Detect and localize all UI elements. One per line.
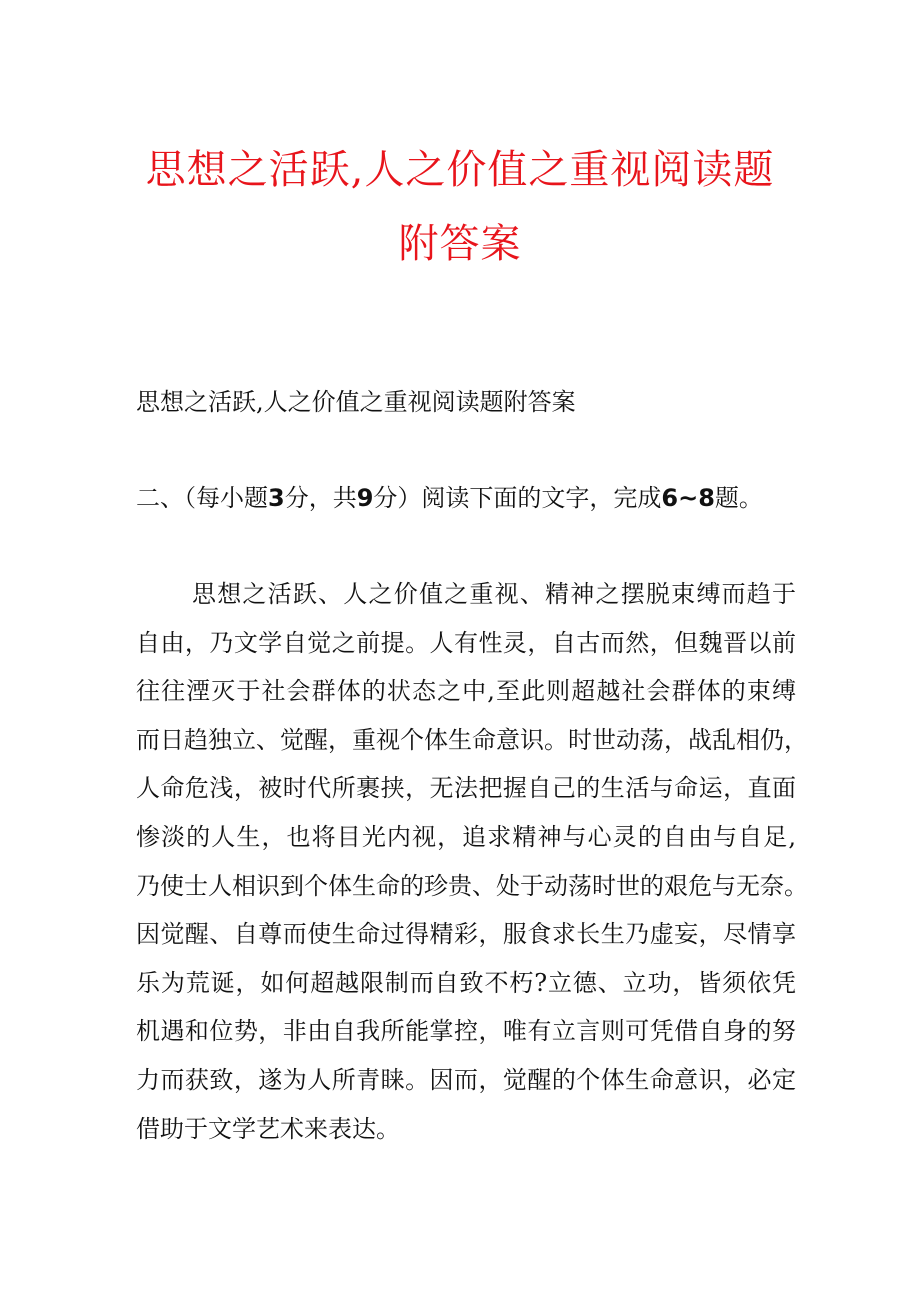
document-title-line-1: 思想之活跃,人之价值之重视阅读题 <box>145 147 775 193</box>
passage-line: 而日趋独立、觉醒，重视个体生命意识。时世动荡，战乱相仍， <box>136 725 808 754</box>
passage-line: 借助于文学艺术来表达。 <box>136 1114 400 1143</box>
reading-passage <box>136 570 808 1153</box>
instruction-points-each: 3 <box>268 484 285 512</box>
instruction-text-4: 题。 <box>714 484 763 512</box>
instruction-text-2: 分，共 <box>284 484 357 512</box>
passage-line: 惨淡的人生，也将目光内视，追求精神与心灵的自由与自足, <box>136 822 796 851</box>
passage-line: 往往湮灭于社会群体的状态之中,至此则超越社会群体的束缚 <box>136 677 796 706</box>
document-title-line-2: 附答案 <box>398 221 522 267</box>
passage-line: 因觉醒、自尊而使生命过得精彩，服食求长生乃虚妄，尽情享 <box>136 920 796 949</box>
passage-line: 自由，乃文学自觉之前提。人有性灵，自古而然，但魏晋以前 <box>136 628 796 657</box>
passage-line: 乐为荒诞，如何超越限制而自致不朽?立德、立功，皆须依凭 <box>136 968 796 997</box>
document-subtitle: 思想之活跃,人之价值之重视阅读题附答案 <box>136 388 576 416</box>
passage-line: 人命危浅，被时代所裹挟，无法把握自己的生活与命运，直面 <box>136 774 796 803</box>
instruction-text-3: 分）阅读下面的文字，完成 <box>373 484 662 512</box>
passage-line: 思想之活跃、人之价值之重视、精神之摆脱束缚而趋于 <box>192 580 796 608</box>
instruction-text-1: 二、（每小题 <box>136 484 268 512</box>
passage-line: 力而获致，遂为人所青睐。因而，觉醒的个体生命意识，必定 <box>136 1065 796 1094</box>
passage-line: 机遇和位势，非由自我所能掌控，唯有立言则可凭借自身的努 <box>136 1017 796 1046</box>
instruction-points-total: 9 <box>356 484 374 512</box>
instruction-question-range: 6~8 <box>661 484 715 512</box>
passage-line: 乃使士人相识到个体生命的珍贵、处于动荡时世的艰危与无奈。 <box>136 871 808 900</box>
section-instruction <box>136 484 763 513</box>
